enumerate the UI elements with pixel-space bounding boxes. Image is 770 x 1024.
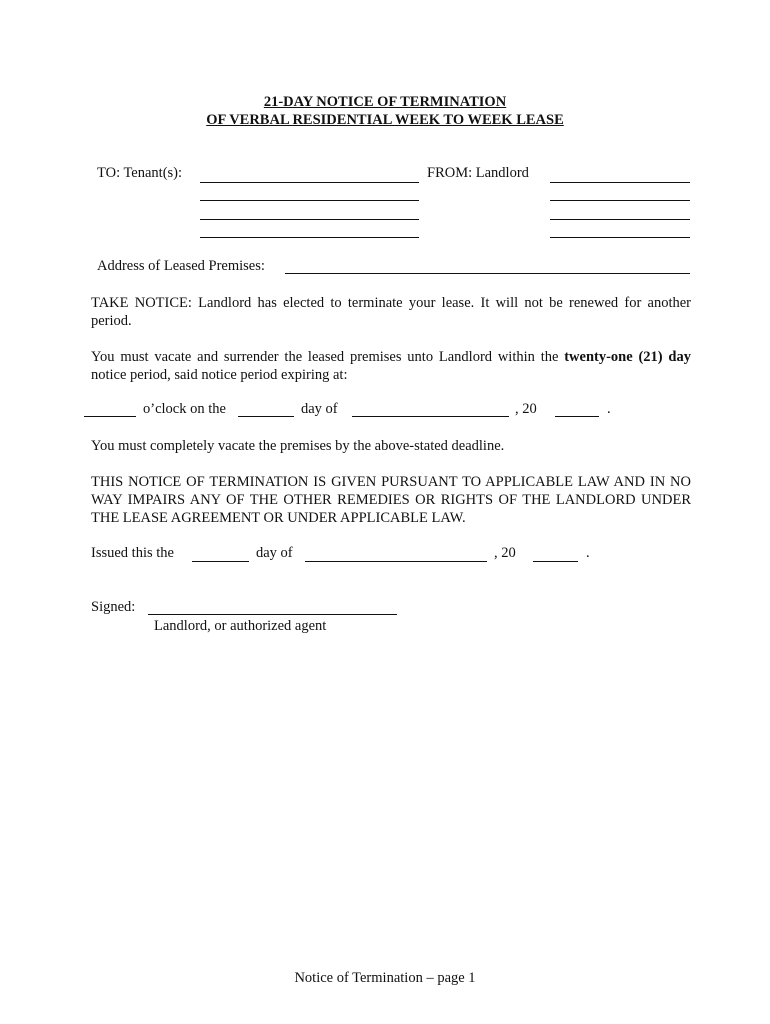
address-label: Address of Leased Premises: — [97, 258, 265, 274]
vacate-text-suffix: notice period, said notice period expiring at: — [91, 367, 348, 383]
oclock-label: o’clock on the — [143, 401, 226, 417]
address-line[interactable] — [285, 273, 690, 274]
issued-label: Issued this the — [91, 545, 174, 561]
vacate-text-prefix: You must vacate and surrender the leased premises unto Landlord within the — [91, 349, 565, 365]
issued-year-blank[interactable] — [533, 561, 578, 562]
landlord-name-line-4[interactable] — [550, 237, 690, 238]
vacate-deadline-text: You must completely vacate the premises by the above-stated deadline. — [91, 438, 505, 454]
issued-day-of-label: day of — [256, 545, 293, 561]
expiry-month-blank[interactable] — [352, 416, 509, 417]
document-title-line2: OF VERBAL RESIDENTIAL WEEK TO WEEK LEASE — [206, 112, 564, 128]
to-tenants-label: TO: Tenant(s): — [97, 165, 183, 181]
page-footer: Notice of Termination – page 1 — [294, 970, 476, 986]
vacate-paragraph — [91, 348, 691, 384]
tenant-name-line-3[interactable] — [200, 219, 419, 220]
vacate-text-bold: twenty-one (21) day — [564, 349, 691, 365]
expiry-period: . — [607, 401, 611, 417]
tenant-name-line-2[interactable] — [200, 200, 419, 201]
issued-day-blank[interactable] — [192, 561, 249, 562]
issued-month-blank[interactable] — [305, 561, 487, 562]
expiry-hour-blank[interactable] — [84, 416, 136, 417]
expiry-year-prefix: , 20 — [515, 401, 537, 417]
expiry-day-blank[interactable] — [238, 416, 294, 417]
signature-caption: Landlord, or authorized agent — [154, 618, 327, 634]
issued-year-prefix: , 20 — [494, 545, 516, 561]
expiry-day-of-label: day of — [301, 401, 338, 417]
tenant-name-line-4[interactable] — [200, 237, 419, 238]
landlord-name-line-1[interactable] — [550, 182, 690, 183]
issued-period: . — [586, 545, 590, 561]
legal-notice-paragraph: THIS NOTICE OF TERMINATION IS GIVEN PURSUANT TO APPLICABLE LAW AND IN NO WAY IMPAIRS ANY OF THE OTHER REMEDIES OR RIGHTS OF THE LANDLORD UNDER THE LEASE AGREEMENT OR UNDER APPLICABLE LAW. — [91, 474, 691, 526]
landlord-name-line-2[interactable] — [550, 200, 690, 201]
tenant-name-line-1[interactable] — [200, 182, 419, 183]
take-notice-paragraph: TAKE NOTICE: Landlord has elected to terminate your lease. It will not be renewed for another period. — [91, 295, 691, 329]
expiry-year-blank[interactable] — [555, 416, 599, 417]
landlord-name-line-3[interactable] — [550, 219, 690, 220]
from-landlord-label: FROM: Landlord — [427, 165, 529, 181]
signature-line[interactable] — [148, 614, 397, 615]
document-title-line1: 21-DAY NOTICE OF TERMINATION — [263, 94, 507, 110]
signed-label: Signed: — [91, 599, 136, 615]
